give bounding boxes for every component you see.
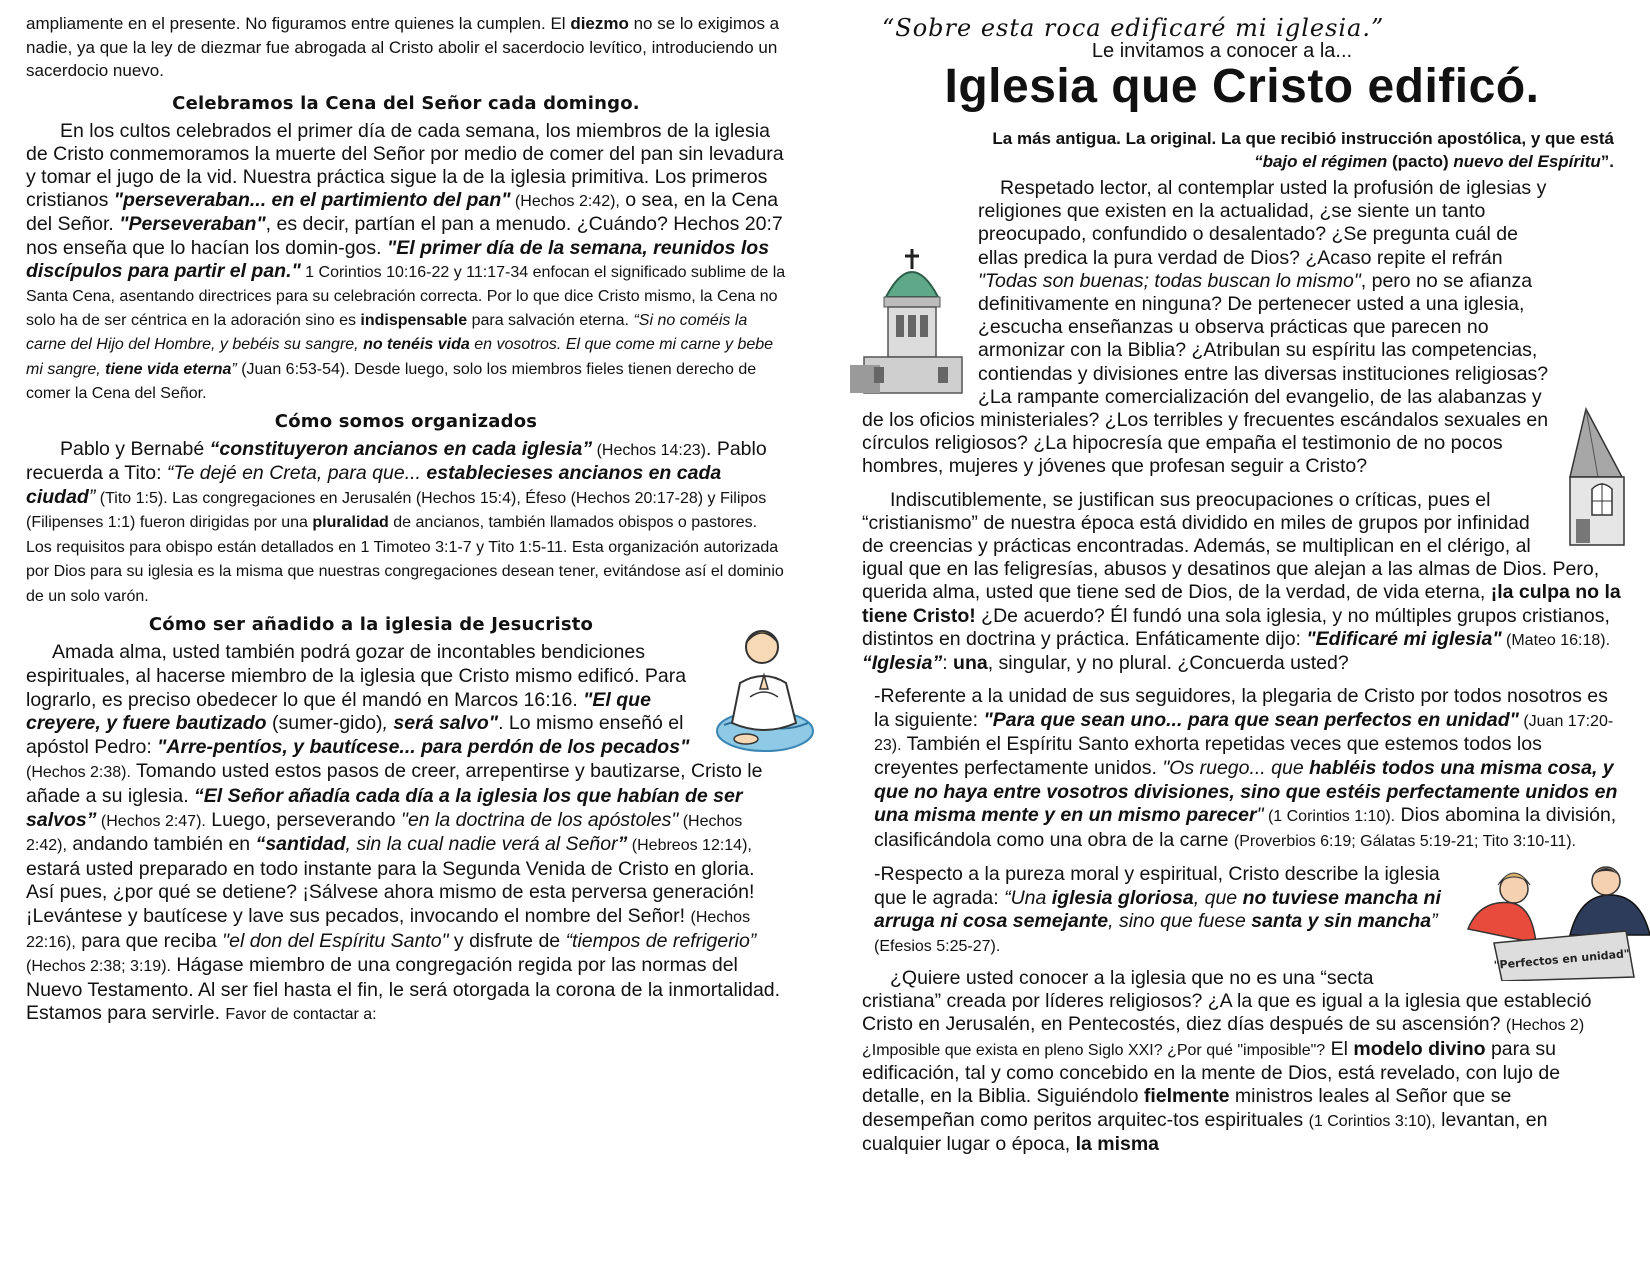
text-run: La más antigua. La original. La que recibió instrucción apostólica, y que está [992,129,1614,148]
text-run: . Lo mismo enseñó el apóstol Pedro: [26,712,684,758]
text-run: , sin la cual nadie verá al Señor [345,833,618,856]
text-run: , pero no se afianza definitivamente en ninguna? De pertenecer usted a una iglesia, ¿escucha enseñanzas u observa prácticas que parecen no armonizar con la Biblia? ¿Atribulan su espíritu las competencias, contiendas y divisiones entre las diversas instituciones religiosas? ¿La rampante comercialización del evangelio, de las alabanzas y de los oficios ministeriales? ¿Los terribles y frecuentes escándalos sexuales en círculos religiosos? ¿La hipocresía que empaña el testimonio de no pocos hombres, mujeres y jóvenes que profesan seguir a Cristo? [862,269,1549,478]
text-run: "Para que sean uno... para que sean perfectos en unidad" [983,708,1519,731]
text-run: (Proverbios 6:19; Gálatas 5:19-21; Tito 3:10-11). [1233,832,1576,850]
text-run: ¡la culpa no la tiene Cristo! [862,581,1621,627]
text-run: , singular, y no plural. ¿Concuerda usted? [987,652,1349,675]
text-run: -Respecto a la pureza moral y espiritual, Cristo describe la iglesia que le agrada: [874,863,1440,909]
text-run: Luego, perseverando [205,808,402,831]
text-run: “constituyeron ancianos en cada iglesia” [209,437,593,460]
text-run: o sea, en la Cena del Señor. [26,189,779,236]
text-run: ” [231,360,237,378]
text-run: 1 Corintios 10:16-22 y 11:17-34 enfocan el significado sublime de la Santa Cena, asentando directrices para su celebración correcta. Por lo que dice Cristo mismo, la Cena no solo ha de ser céntrica en la adoración sino es [26,263,786,330]
text-run: y disfrute de [448,929,566,952]
text-run: "El primer día de la semana, reunidos los discípulos para partir el pan." [26,236,770,282]
text-run: en vosotros. El que come mi carne y bebe mi sangre, [26,336,774,378]
text-run: (1 Corintios 1:10). [1263,808,1396,826]
text-run: “Te dejé en Creta, para que... [166,462,427,485]
text-run: "Edificaré mi iglesia" [1306,627,1502,650]
text-run: (sumer-gido) [266,712,383,735]
text-run: nuevo del Espíritu [1453,152,1601,171]
text-run: “Iglesia” [862,652,943,675]
text-run: (Mateo 16:18). [1501,631,1611,649]
text-run: Favor de contactar a: [225,1006,377,1024]
text-run: "el don del Espíritu Santo" [222,929,449,952]
text-run: para salvación eterna. [467,312,634,330]
text-run: , es decir, partían el pan a menudo. ¿Cuándo? Hechos 20:7 nos enseña que lo hacían los domin-gos. [26,213,783,259]
text-run: estará usted preparado en todo instante para la Segunda Venida de Cristo en gloria. Así pues, ¿por qué se detiene? ¡Sálvese ahora mismo de esta perversa generación! ¡Levántese y bautícese y lave sus pecados, invocando el nombre del Señor! [26,857,755,927]
text-run: “Si no coméis la carne del Hijo del Hombre, y bebéis su sangre, [26,312,748,354]
text-run: indispensable [360,312,468,330]
text-run: -Referente a la unidad de sus seguidores, la plegaria de Cristo por todos nosotros es la siguiente: [874,685,1608,731]
text-run: (Hebreos 12:14), [627,837,752,855]
text-run: “santidad [255,833,346,856]
text-run: (pacto) [1387,152,1454,171]
text-run: (Hechos 2:42), [510,193,620,211]
heading-organization: Cómo somos organizados [274,410,538,432]
text-run: levantan, en cualquier lugar o época, [862,1108,1548,1155]
text-run: . Pablo recuerda a Tito: [26,437,767,485]
text-run: modelo divino [1353,1037,1486,1060]
text-run: "Os ruego... que [1162,757,1310,780]
text-run: Tomando usted estos pasos de creer, arrepentirse y bautizarse, Cristo le añade a su iglesia. [26,760,763,807]
text-run: ” [1431,909,1438,932]
perfect-unity-sign-text: "Perfectos en unidad" [1493,947,1631,973]
unity-paragraph [874,685,1622,853]
text-run: (Efesios 5:25-27). [874,938,1001,956]
baptism-illustration [710,613,814,759]
text-run: Respetado lector, al contemplar usted la profusión de iglesias y religiones que existen en la actualidad, ¿se siente un tanto preocupado, confundido o desalentado? ¿Se pregunta cuál de ellas predica la pura verdad de Dios? ¿Acaso repite el refrán [978,177,1547,269]
tagline [862,127,1622,173]
text-run: será salvo" [393,712,499,735]
text-run: , que [1193,886,1243,909]
text-run: ¿De acuerdo? Él fundó una sola iglesia, y no múltiples grupos cristianos, distintos en doctrina y práctica. Enfáticamente dijo: [862,604,1610,650]
text-run: para su edificación, tal y como concebido en la mente de Dios, está revelado, con lujo de detalle, en la Biblia. Siguiéndolo [862,1037,1561,1108]
heading-lords-supper: Celebramos la Cena del Señor cada domingo. [172,92,640,114]
text-run: (Juan 17:20-23). [874,712,1614,755]
organization-paragraph [26,438,786,609]
join-paragraph [26,641,786,1027]
text-run: Desde luego, solo los miembros fieles tienen derecho de comer la Cena del Señor. [26,360,757,402]
text-run: una [953,652,988,675]
text-run: También el Espíritu Santo exhorta repetidas veces que estemos todos los creyentes perfectamente unidos. [874,733,1542,780]
text-run: iglesia gloriosa [1051,886,1194,909]
text-run: ministros leales al Señor que se desempeñan como peritos arquitec-tos espirituales [862,1085,1512,1131]
left-column [26,0,786,1027]
text-run: ” [88,485,96,508]
text-run: (Hechos 2:38; 3:19). [26,958,171,976]
text-run: (Hechos 2:47). [96,812,206,830]
text-run: (Tito 1:5). Las congregaciones en Jerusalén (Hechos 15:4), Éfeso (Hechos 20:17-28) y Filipos (Filipenses 1:1) fueron dirigidas por una [26,489,767,532]
text-run: Amada alma, usted también podrá gozar de incontables bendiciones espirituales, al hacerse miembro de la iglesia que Cristo mismo edificó. Para lograrlo, es preciso obedecer lo que él mandó en Marcos 16:16. [26,641,687,711]
motto-heading: “Sobre esta roca edificaré mi iglesia.” [882,14,1385,42]
text-run: ”. [1600,152,1614,171]
right-column [862,0,1631,1156]
text-run: (Hechos 22:16), [26,908,751,951]
text-run: para que reciba [75,929,223,952]
text-run: : [942,652,954,675]
text-run: tiene vida eterna [105,360,232,378]
closing-paragraph [862,967,1622,1156]
text-run: “tiempos de refrigerio” [565,929,757,952]
text-run: (Hechos 2:42), [26,812,743,855]
lords-supper-paragraph [26,120,786,405]
text-run: En los cultos celebrados el primer día de cada semana, los miembros de la iglesia de Cristo conmemoramos la muerte del Señor por medio de comer del pan sin levadura y tomar el jugo de la vid. Nuestra práctica sigue la de la iglesia primitiva. Los primeros cristianos [26,119,784,212]
text-run: "en la doctrina de los apóstoles" [401,808,679,831]
text-run: (Hechos 14:23) [592,441,706,459]
text-run: , [382,712,394,735]
text-run: establecieses ancianos en cada ciudad [26,462,722,508]
text-run: la misma [1075,1132,1160,1155]
main-title: Iglesia que Cristo edificó. [944,60,1540,113]
text-run: , sino que fuese [1108,909,1252,932]
text-run: ampliamente en el presente. No figuramos entre quienes la cumplen. El [26,14,571,33]
heading-how-to-join: Cómo ser añadido a la iglesia de Jesucristo [148,614,594,636]
text-run: "Perseveraban" [119,213,266,236]
church-dome-illustration [850,247,968,397]
text-run: diezmo [570,14,629,33]
text-run: "perseveraban... en el partimiento del pan" [113,189,511,212]
text-run: habléis todos una misma cosa, y que no haya entre vosotros divisiones, sino que estéis perfectamente unidos en una misma mente y en un mismo parecer [874,757,1618,827]
text-run: no se lo exigimos a nadie, ya que la ley de diezmar fue abrogada al Cristo abolir el sacerdocio levítico, introduciendo un sacerdocio nuevo. [26,14,780,80]
text-run: “El Señor añadía cada día a la iglesia los que habían de ser salvos” [26,785,743,831]
text-run: no tenéis vida [363,336,470,354]
text-run: de ancianos, también llamados obispos o pastores. Los requisitos para obispo están detallados en 1 Timoteo 3:1-7 y Tito 1:5-11. Esta organización autorizada por Dios para su iglesia es la misma que nuestras congregaciones desean tener, evitándose así el dominio de un solo varón. [26,514,784,605]
text-run: El [1325,1037,1354,1060]
intro-paragraph-right [862,177,1622,479]
text-run: Hágase miembro de una congregación regida por las normas del Nuevo Testamento. Al ser fiel hasta el fin, le será otorgada la corona de la inmortalidad. Estamos para servirle. [26,954,781,1025]
text-run: "Todas son buenas; todas buscan lo mismo" [978,269,1361,292]
perfect-unity-illustration [1458,859,1650,981]
text-run: " [1256,804,1264,827]
text-run: pluralidad [312,514,389,532]
text-run: santa y sin mancha [1251,909,1432,932]
text-run: Indiscutiblemente, se justifican sus preocupaciones o críticas, pues el “cristianismo” de nuestra época está dividido en miles de grupos por infinidad de creencias y prácticas encontradas. Además, se multiplican en el clérigo, al igual que en las feligresías, abusos y desatinos que alejan a las almas de Dios. Pero, querida alma, usted que tiene sed de Dios, de la verdad, de vida eterna, [862,488,1600,604]
text-run: andando también en [66,833,256,856]
text-run: (1 Corintios 3:10), [1308,1112,1436,1130]
text-run: ” [617,833,628,856]
text-run: (Hechos 2) ¿Imposible que exista en pleno Siglo XXI? ¿Por qué "imposible"? [862,1017,1585,1059]
text-run: fielmente [1143,1085,1230,1108]
text-run: "Arre-pentíos, y bautícese... para perdón de los pecados" [157,735,690,758]
division-paragraph [862,489,1622,676]
text-run: "El que creyere, y fuere bautizado [26,688,651,735]
text-run: no tuviese mancha ni arruga ni cosa semejante [874,886,1441,932]
church-steeple-illustration [1564,407,1634,547]
invite-line: Le invitamos a conocer a la... [1091,40,1353,62]
text-run: “Una [1004,886,1052,909]
text-run: Pablo y Bernabé [60,437,210,460]
text-run: (Juan 6:53-54). [236,360,350,378]
text-run: ¿Quiere usted conocer a la iglesia que no es una “secta cristiana” creada por líderes religiosos? ¿A la que es igual a la iglesia que estableció Cristo en Jerusalén, en Pentecostés, diez días después de su ascensión? [862,966,1592,1036]
intro-paragraph [26,12,786,83]
text-run: Dios abomina la división, clasificándola como una obra de la carne [874,804,1617,851]
text-run: “bajo el régimen [1254,152,1388,171]
text-run: (Hechos 2:38). [26,764,131,782]
